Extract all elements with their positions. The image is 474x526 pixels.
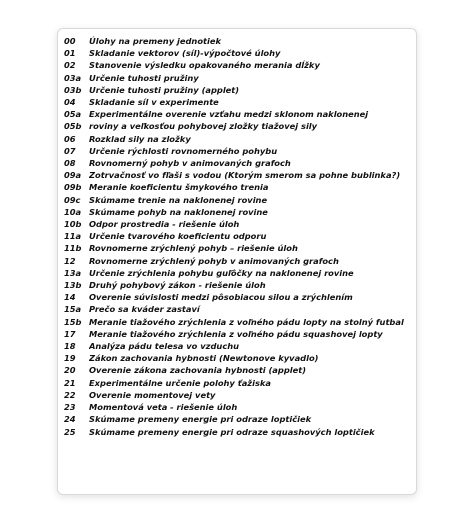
item-title: Analýza pádu telesa vo vzduchu	[89, 341, 240, 352]
item-title: roviny a veľkosťou pohybovej zložky tiažovej sily	[89, 121, 318, 132]
item-number: 02	[64, 60, 76, 71]
item-title: Určenie tuhosti pružiny	[89, 72, 199, 83]
list-item[interactable]	[64, 279, 414, 291]
list-item[interactable]	[64, 169, 414, 181]
list-item[interactable]	[64, 108, 414, 120]
item-title: Rozklad sily na zložky	[89, 133, 191, 144]
list-item[interactable]	[64, 401, 414, 413]
item-title: Experimentálne overenie vzťahu medzi sklonom naklonenej	[89, 109, 369, 120]
item-number: 11a	[64, 231, 82, 242]
item-number: 23	[64, 402, 76, 413]
list-item[interactable]	[64, 145, 414, 157]
item-number: 01	[64, 48, 76, 59]
item-title: Meranie tiažového zrýchlenia z voľného pádu lopty na stolný futbal	[89, 316, 404, 327]
list-item[interactable]	[64, 413, 414, 425]
item-title: Úlohy na premeny jednotiek	[89, 36, 221, 46]
list-item[interactable]	[64, 133, 414, 145]
item-number: 07	[64, 145, 76, 156]
item-title: Stanovenie výsledku opakovaného merania dĺžky	[89, 60, 320, 71]
item-title: Overenie zákona zachovania hybnosti (applet)	[89, 365, 307, 376]
item-title: Rovnomerne zrýchlený pohyb – riešenie úloh	[89, 243, 298, 254]
list-item[interactable]	[64, 352, 414, 364]
list-item[interactable]	[64, 267, 414, 279]
item-number: 03b	[64, 84, 82, 95]
item-title: Rovnomerný pohyb v animovaných grafoch	[89, 158, 291, 169]
item-title: Skúmame pohyb na naklonenej rovine	[89, 206, 268, 217]
list-item[interactable]	[64, 35, 414, 47]
list-item[interactable]	[64, 206, 414, 218]
topic-list	[64, 35, 414, 438]
item-title: Skúmame trenie na naklonenej rovine	[89, 194, 268, 205]
list-item[interactable]	[64, 316, 414, 328]
item-number: 14	[64, 292, 76, 303]
item-number: 06	[64, 133, 76, 144]
item-number: 04	[64, 97, 76, 108]
item-title: Overenie momentovej vety	[89, 389, 216, 400]
list-item[interactable]	[64, 242, 414, 254]
list-item[interactable]	[64, 120, 414, 132]
item-number: 13b	[64, 280, 82, 291]
item-number: 05b	[64, 121, 82, 132]
item-number: 09c	[64, 194, 81, 205]
item-title: Zotrvačnosť vo fľaši s vodou (Ktorým smerom sa pohne bublinka?)	[89, 170, 401, 181]
item-title: Určenie tuhosti pružiny (applet)	[89, 84, 240, 95]
list-item[interactable]	[64, 303, 414, 315]
item-number: 09b	[64, 182, 82, 193]
item-number: 17	[64, 328, 76, 339]
item-title: Momentová veta - riešenie úloh	[89, 402, 238, 413]
item-title: Overenie súvislosti medzi pôsobiacou silou a zrýchlením	[89, 292, 353, 303]
item-number: 25	[64, 426, 76, 437]
item-number: 22	[64, 389, 76, 400]
item-number: 15a	[64, 304, 82, 315]
item-title: Druhý pohybový zákon - riešenie úloh	[89, 280, 266, 291]
list-item[interactable]	[64, 389, 414, 401]
list-item[interactable]	[64, 340, 414, 352]
item-title: Určenie rýchlosti rovnomerného pohybu	[89, 145, 278, 156]
list-item[interactable]	[64, 181, 414, 193]
item-title: Prečo sa kváder zastaví	[89, 304, 200, 315]
list-item[interactable]	[64, 96, 414, 108]
list-item[interactable]	[64, 377, 414, 389]
item-number: 12	[64, 255, 76, 266]
list-item[interactable]	[64, 59, 414, 71]
item-title: Experimentálne určenie polohy ťažiska	[89, 377, 272, 388]
list-item[interactable]	[64, 84, 414, 96]
item-number: 10b	[64, 219, 82, 230]
item-title: Určenie tvarového koeficientu odporu	[89, 231, 267, 242]
item-title: Skladanie síl v experimente	[89, 97, 219, 108]
list-item[interactable]	[64, 218, 414, 230]
item-number: 09a	[64, 170, 82, 181]
item-number: 11b	[64, 243, 82, 254]
item-number: 18	[64, 341, 76, 352]
item-title: Meranie koeficientu šmykového trenia	[89, 182, 269, 193]
item-title: Meranie tiažového zrýchlenia z voľného pádu squashovej lopty	[89, 328, 383, 339]
list-item[interactable]	[64, 255, 414, 267]
item-title: Skúmame premeny energie pri odraze loptičiek	[89, 414, 312, 425]
item-number: 05a	[64, 109, 82, 120]
list-item[interactable]	[64, 47, 414, 59]
list-item[interactable]	[64, 426, 414, 438]
item-number: 03a	[64, 72, 82, 83]
list-item[interactable]	[64, 194, 414, 206]
list-item[interactable]	[64, 328, 414, 340]
list-item[interactable]	[64, 72, 414, 84]
item-title: Skladanie vektorov (síl)-výpočtové úlohy	[89, 48, 281, 59]
item-number: 15b	[64, 316, 82, 327]
item-number: 19	[64, 353, 76, 364]
list-item[interactable]	[64, 291, 414, 303]
item-title: Zákon zachovania hybnosti (Newtonove kyvadlo)	[89, 353, 319, 364]
topic-list-card	[57, 28, 417, 495]
item-number: 20	[64, 365, 76, 376]
item-number: 24	[64, 414, 76, 425]
item-number: 08	[64, 158, 76, 169]
item-title: Rovnomerne zrýchlený pohyb v animovaných grafoch	[89, 255, 339, 266]
item-number: 10a	[64, 206, 82, 217]
item-title: Určenie zrýchlenia pohybu guľôčky na naklonenej rovine	[89, 267, 354, 278]
item-title: Odpor prostredia - riešenie úloh	[89, 219, 240, 230]
item-number: 00	[64, 36, 76, 46]
item-number: 13a	[64, 267, 82, 278]
item-number: 21	[64, 377, 76, 388]
list-item[interactable]	[64, 230, 414, 242]
list-item[interactable]	[64, 157, 414, 169]
list-item[interactable]	[64, 364, 414, 376]
item-title: Skúmame premeny energie pri odraze squashových loptičiek	[89, 426, 375, 437]
